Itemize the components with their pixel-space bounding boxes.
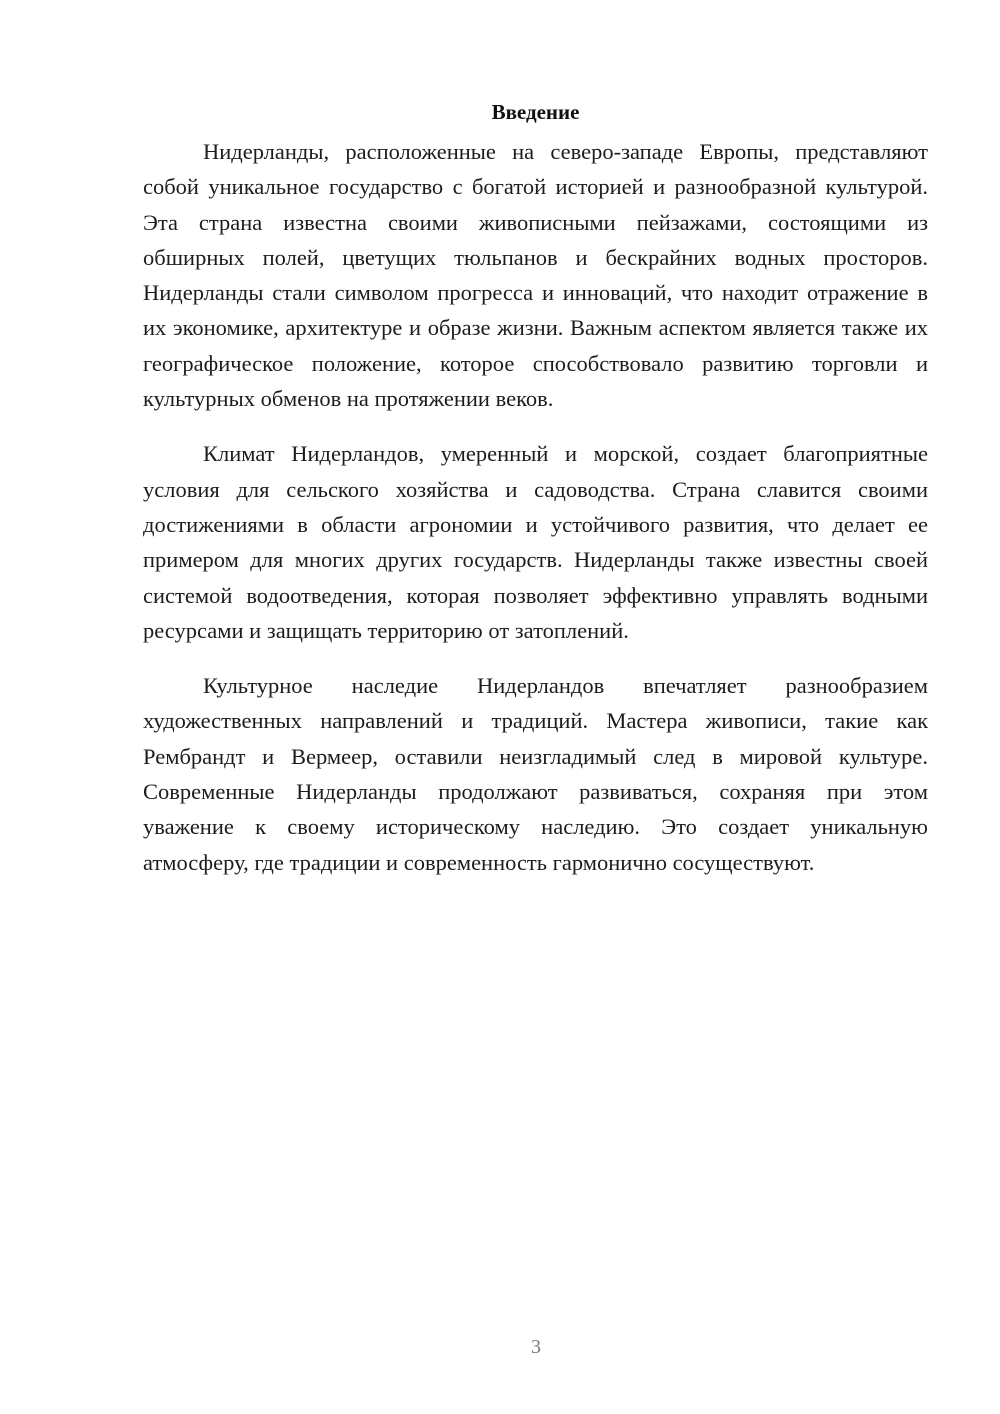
paragraph-2: Климат Нидерландов, умеренный и морской, создает благоприятные условия для сельского хозяйства и садоводства. Страна славится своими достижениями в области агрономии и устойчивого развития, что делает ее примером для многих других государств. Нидерланды также известны своей системой водоотведения, которая позволяет эффективно управлять водными ресурсами и защищать территорию от затоплений. [143,441,928,643]
page-number: 3 [531,1336,541,1358]
paragraph-1: Нидерланды, расположенные на северо-западе Европы, представляют собой уникальное государство с богатой историей и разнообразной культурой. Эта страна известна своими живописными пейзажами, состоящими из обширных полей, цветущих тюльпанов и бескрайних водных просторов. Нидерланды стали символом прогресса и инноваций, что находит отражение в их экономике, архитектуре и образе жизни. Важным аспектом является также их географическое положение, которое способствовало развитию торговли и культурных обменов на протяжении веков. [143,139,928,412]
page-content [143,97,928,900]
section-title: Введение [491,100,580,124]
paragraph-3: Культурное наследие Нидерландов впечатляет разнообразием художественных направлений и традиций. Мастера живописи, такие как Рембрандт и Вермеер, оставили неизгладимый след в мировой культуре. Современные Нидерланды продолжают развиваться, сохраняя при этом уважение к своему историческому наследию. Это создает уникальную атмосферу, где традиции и современность гармонично сосуществуют. [143,673,928,875]
